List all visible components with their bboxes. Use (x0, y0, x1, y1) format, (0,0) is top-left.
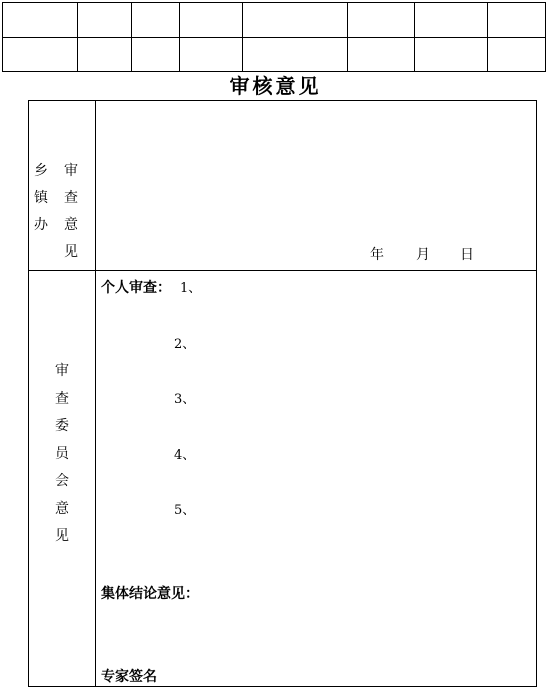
committee-label (55, 364, 69, 543)
committee-label-char: 审 (55, 363, 69, 379)
township-label-char: 乡 (34, 163, 48, 179)
date-month: 月 (416, 247, 430, 263)
personal-review-label: 个人审查： (101, 280, 171, 296)
township-label-col2 (64, 164, 78, 259)
review-item-3: 3、 (174, 392, 196, 407)
review-item-5: 5、 (174, 503, 196, 518)
review-item-1: 1、 (180, 281, 202, 296)
date-day: 日 (460, 247, 474, 263)
committee-label-char: 会 (55, 473, 69, 489)
committee-label-char: 委 (55, 418, 69, 434)
review-item-2: 2、 (174, 337, 196, 352)
committee-label-char: 见 (55, 528, 69, 544)
committee-label-char: 查 (55, 390, 69, 407)
date-year: 年 (370, 247, 384, 263)
expert-signature-label: 专家签名 (101, 669, 157, 685)
township-label-char: 见 (64, 244, 78, 260)
committee-label-char: 意 (55, 500, 69, 517)
township-label-char: 镇 (34, 190, 48, 206)
committee-label-char: 员 (55, 445, 69, 462)
township-label-char: 办 (34, 217, 48, 233)
collective-conclusion-label: 集体结论意见： (101, 586, 199, 602)
page-title: 审核意见 (229, 74, 322, 98)
township-label-col1 (34, 164, 48, 232)
township-label-char: 意 (64, 217, 78, 233)
township-label-char: 查 (64, 190, 78, 206)
township-label-char: 审 (64, 163, 78, 179)
review-item-4: 4、 (174, 448, 196, 463)
